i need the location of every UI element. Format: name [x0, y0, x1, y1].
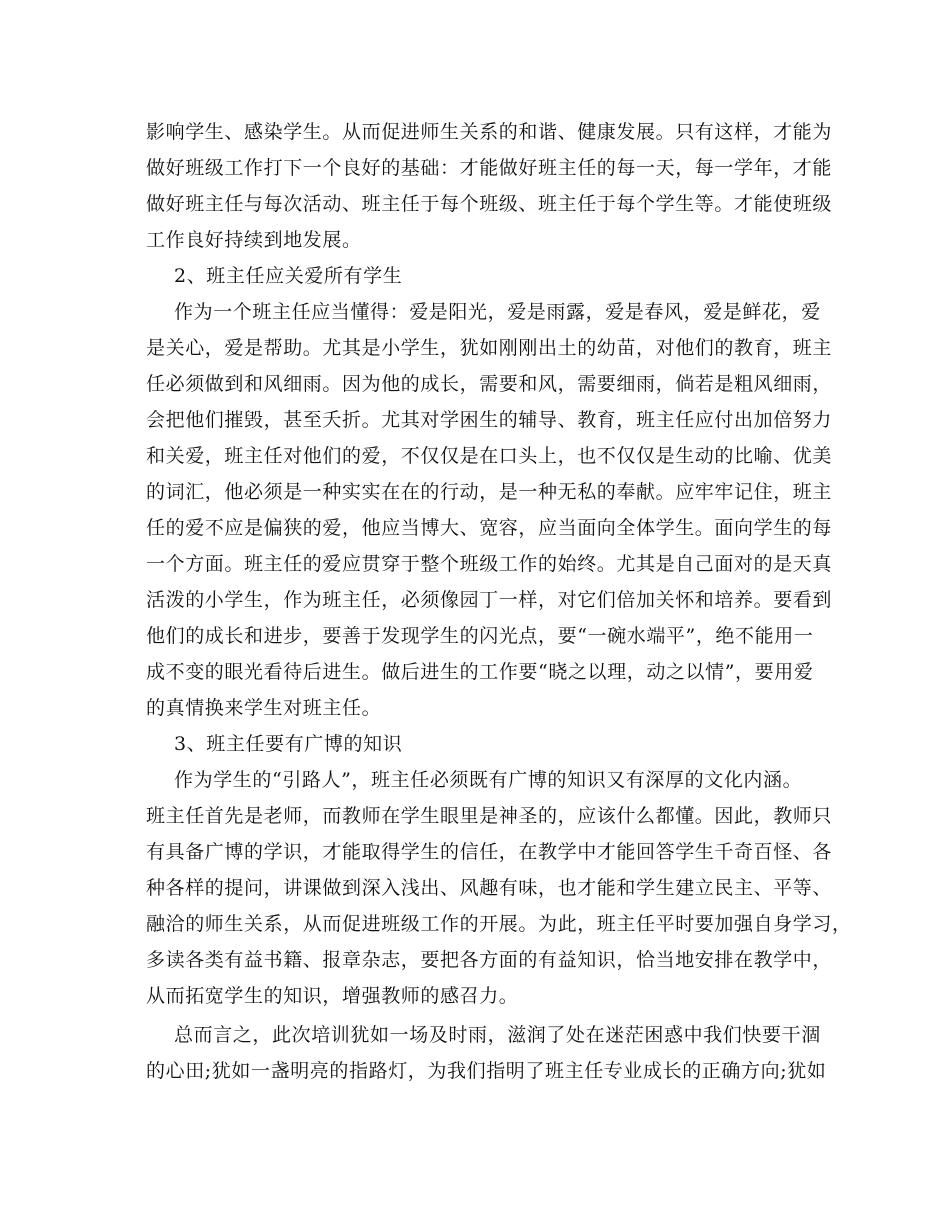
- paragraph-line: 他们的成长和进步，要善于发现学生的闪光点，要“一碗水端平”，绝不能用一: [146, 625, 814, 647]
- section-heading: 3、班主任要有广博的知识: [174, 733, 403, 755]
- paragraph-line: 的真情换来学生对班主任。: [146, 697, 382, 719]
- paragraph-line: 种各样的提问，讲课做到深入浅出、风趣有味，也才能和学生建立民主、平等、: [146, 877, 833, 899]
- paragraph-line: 班主任首先是老师，而教师在学生眼里是神圣的，应该什么都懂。因此，教师只: [146, 805, 833, 827]
- paragraph-line: 是关心，爱是帮助。尤其是小学生，犹如刚刚出土的幼苗，对他们的教育，班主: [146, 337, 833, 359]
- paragraph-line: 和关爱，班主任对他们的爱，不仅仅是在口头上，也不仅仅是生动的比喻、优美: [146, 445, 833, 467]
- paragraph-line: 的心田;犹如一盏明亮的指路灯，为我们指明了班主任专业成长的正确方向;犹如: [146, 1060, 827, 1082]
- paragraph-line: 有具备广博的学识，才能取得学生的信任，在教学中才能回答学生千奇百怪、各: [146, 841, 833, 863]
- paragraph-line: 做好班主任与每次活动、班主任于每个班级、班主任于每个学生等。才能使班级: [146, 193, 833, 215]
- paragraph-line: 任必须做到和风细雨。因为他的成长，需要和风，需要细雨，倘若是粗风细雨，: [146, 373, 833, 395]
- paragraph-line: 融洽的师生关系，从而促进班级工作的开展。为此，班主任平时要加强自身学习，: [146, 913, 852, 935]
- paragraph-line: 影响学生、感染学生。从而促进师生关系的和谐、健康发展。只有这样，才能为: [146, 121, 833, 143]
- paragraph-line: 活泼的小学生，作为班主任，必须像园丁一样，对它们倍加关怀和培养。要看到: [146, 589, 833, 611]
- paragraph-line: 任的爱不应是偏狭的爱，他应当博大、宽容，应当面向全体学生。面向学生的每: [146, 517, 833, 539]
- paragraph-line: 从而拓宽学生的知识，增强教师的感召力。: [146, 985, 519, 1007]
- paragraph-line: 会把他们摧毁，甚至夭折。尤其对学困生的辅导、教育，班主任应付出加倍努力: [146, 409, 833, 431]
- paragraph-line: 总而言之，此次培训犹如一场及时雨，滋润了处在迷茫困惑中我们快要干涸: [174, 1024, 821, 1046]
- section-heading: 2、班主任应关爱所有学生: [174, 265, 403, 287]
- paragraph-line: 做好班级工作打下一个良好的基础：才能做好班主任的每一天，每一学年，才能: [146, 157, 833, 179]
- paragraph-line: 一个方面。班主任的爱应贯穿于整个班级工作的始终。尤其是自己面对的是天真: [146, 553, 833, 575]
- paragraph-line: 成不变的眼光看待后进生。做后进生的工作要“晓之以理，动之以情”，要用爱: [146, 661, 814, 683]
- paragraph-line: 的词汇，他必须是一种实实在在的行动，是一种无私的奉献。应牢牢记住，班主: [146, 481, 833, 503]
- paragraph-line: 工作良好持续到地发展。: [146, 229, 362, 251]
- paragraph-line: 作为学生的“引路人”，班主任必须既有广博的知识又有深厚的文化内涵。: [174, 769, 803, 791]
- paragraph-line: 多读各类有益书籍、报章杂志，要把各方面的有益知识，恰当地安排在教学中，: [146, 949, 833, 971]
- paragraph-line: 作为一个班主任应当懂得：爱是阳光，爱是雨露，爱是春风，爱是鲜花，爱: [174, 301, 821, 323]
